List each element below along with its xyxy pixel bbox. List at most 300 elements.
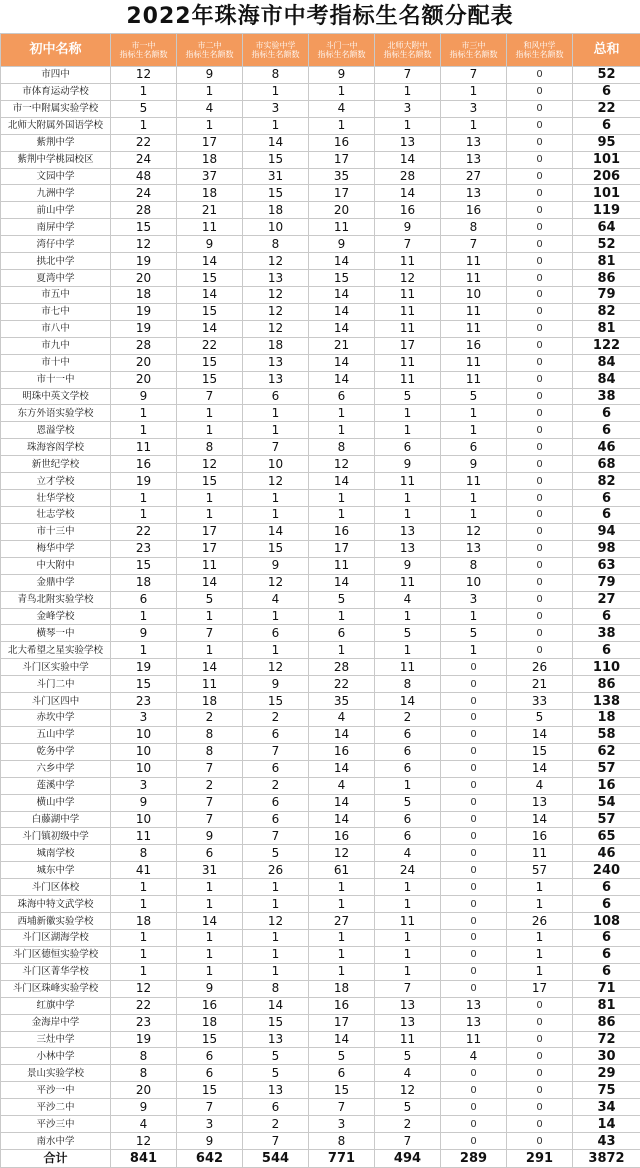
quota-cell: 1 (309, 506, 375, 523)
quota-cell: 6 (309, 388, 375, 405)
quota-cell: 0 (441, 862, 507, 879)
quota-cell: 10 (111, 743, 177, 760)
quota-cell: 1 (111, 946, 177, 963)
quota-cell: 13 (243, 371, 309, 388)
quota-cell: 27 (309, 913, 375, 930)
table-row (1, 625, 640, 642)
header-label-line: 指标生名额数 (441, 50, 506, 59)
quota-cell: 10 (243, 456, 309, 473)
quota-cell: 6 (375, 828, 441, 845)
page-title: 2022年珠海市中考指标生名额分配表 (0, 0, 640, 33)
quota-cell: 12 (111, 1133, 177, 1150)
table-row (1, 726, 640, 743)
header-quota-column (441, 34, 507, 67)
quota-cell: 1 (177, 930, 243, 947)
quota-cell: 5 (375, 1099, 441, 1116)
quota-cell: 6 (375, 811, 441, 828)
quota-cell: 7 (177, 625, 243, 642)
quota-cell: 13 (243, 1082, 309, 1099)
quota-cell: 0 (507, 997, 573, 1014)
quota-cell: 11 (177, 676, 243, 693)
quota-cell: 1 (111, 405, 177, 422)
quota-cell: 16 (309, 828, 375, 845)
quota-cell: 9 (309, 236, 375, 253)
row-total-cell: 38 (573, 388, 640, 405)
quota-cell: 0 (507, 405, 573, 422)
quota-cell: 0 (441, 693, 507, 710)
quota-cell: 11 (309, 557, 375, 574)
quota-cell: 16 (309, 743, 375, 760)
quota-cell: 1 (309, 83, 375, 100)
quota-cell: 8 (441, 219, 507, 236)
quota-cell: 0 (507, 574, 573, 591)
table-row (1, 642, 640, 659)
quota-cell: 8 (243, 67, 309, 84)
quota-cell: 11 (375, 320, 441, 337)
school-name-cell: 梅华中学 (1, 540, 111, 557)
quota-cell: 9 (243, 557, 309, 574)
header-quota-column (243, 34, 309, 67)
table-row (1, 997, 640, 1014)
quota-cell: 21 (177, 202, 243, 219)
quota-cell: 7 (375, 236, 441, 253)
quota-cell: 1 (243, 608, 309, 625)
quota-cell: 8 (111, 1048, 177, 1065)
quota-cell: 28 (309, 659, 375, 676)
quota-cell: 11 (177, 557, 243, 574)
school-name-cell: 斗门区菁华学校 (1, 963, 111, 980)
school-name-cell: 夏湾中学 (1, 270, 111, 287)
quota-cell: 18 (243, 202, 309, 219)
quota-cell: 0 (441, 963, 507, 980)
quota-cell: 1 (375, 83, 441, 100)
quota-cell: 1 (177, 117, 243, 134)
quota-cell: 1 (309, 608, 375, 625)
table-row (1, 405, 640, 422)
quota-cell: 1 (243, 879, 309, 896)
quota-cell: 1 (375, 896, 441, 913)
quota-cell: 6 (243, 726, 309, 743)
quota-cell: 14 (243, 523, 309, 540)
row-total-cell: 65 (573, 828, 640, 845)
quota-cell: 1 (177, 422, 243, 439)
quota-cell: 16 (309, 134, 375, 151)
table-row (1, 743, 640, 760)
quota-cell: 10 (111, 726, 177, 743)
quota-cell: 1 (243, 117, 309, 134)
school-name-cell: 白藤湖中学 (1, 811, 111, 828)
quota-cell: 1 (111, 608, 177, 625)
quota-cell: 14 (309, 1031, 375, 1048)
quota-cell: 10 (243, 219, 309, 236)
table-row (1, 67, 640, 84)
quota-cell: 1 (375, 422, 441, 439)
quota-cell: 0 (441, 777, 507, 794)
quota-cell: 0 (507, 388, 573, 405)
row-total-cell: 30 (573, 1048, 640, 1065)
quota-cell: 14 (243, 134, 309, 151)
row-total-cell: 84 (573, 371, 640, 388)
quota-cell: 6 (243, 760, 309, 777)
row-total-cell: 43 (573, 1133, 640, 1150)
quota-cell: 3 (177, 1116, 243, 1133)
row-total-cell: 119 (573, 202, 640, 219)
row-total-cell: 138 (573, 693, 640, 710)
quota-cell: 1 (309, 117, 375, 134)
quota-cell: 0 (441, 794, 507, 811)
table-row (1, 253, 640, 270)
header-label-line: 和风中学 (507, 41, 572, 50)
quota-cell: 33 (507, 693, 573, 710)
row-total-cell: 98 (573, 540, 640, 557)
quota-cell: 15 (111, 557, 177, 574)
table-row (1, 320, 640, 337)
quota-cell: 1 (309, 946, 375, 963)
row-total-cell: 54 (573, 794, 640, 811)
quota-cell: 7 (375, 980, 441, 997)
row-total-cell: 6 (573, 608, 640, 625)
row-total-cell: 71 (573, 980, 640, 997)
quota-cell: 57 (507, 862, 573, 879)
quota-cell: 1 (111, 506, 177, 523)
quota-cell: 1 (111, 896, 177, 913)
quota-cell: 12 (111, 980, 177, 997)
quota-cell: 37 (177, 168, 243, 185)
row-total-cell: 6 (573, 946, 640, 963)
quota-cell: 14 (309, 354, 375, 371)
quota-cell: 14 (507, 811, 573, 828)
quota-cell: 10 (111, 811, 177, 828)
totals-row (1, 1150, 640, 1168)
quota-cell: 24 (111, 185, 177, 202)
table-row (1, 676, 640, 693)
quota-cell: 14 (309, 286, 375, 303)
quota-cell: 11 (441, 1031, 507, 1048)
school-name-cell: 斗门区实验中学 (1, 659, 111, 676)
quota-cell: 1 (507, 896, 573, 913)
quota-cell: 19 (111, 303, 177, 320)
header-label-line: 市实验中学 (243, 41, 308, 50)
school-name-cell: 斗门镇初级中学 (1, 828, 111, 845)
school-name-cell: 平沙三中 (1, 1116, 111, 1133)
quota-cell: 1 (111, 117, 177, 134)
quota-cell: 13 (441, 540, 507, 557)
quota-cell: 3 (309, 1116, 375, 1133)
quota-cell: 15 (111, 676, 177, 693)
quota-cell: 15 (309, 1082, 375, 1099)
school-name-cell: 六乡中学 (1, 760, 111, 777)
quota-cell: 1 (375, 506, 441, 523)
row-total-cell: 86 (573, 676, 640, 693)
quota-cell: 1 (375, 608, 441, 625)
quota-cell: 14 (309, 811, 375, 828)
school-name-cell: 斗门区珠峰实验学校 (1, 980, 111, 997)
row-total-cell: 101 (573, 151, 640, 168)
quota-cell: 1 (111, 490, 177, 507)
quota-cell: 0 (507, 1082, 573, 1099)
quota-cell: 13 (441, 997, 507, 1014)
column-total-cell: 771 (309, 1150, 375, 1168)
quota-cell: 1 (441, 506, 507, 523)
row-total-cell: 57 (573, 811, 640, 828)
quota-cell: 0 (507, 1116, 573, 1133)
table-row (1, 219, 640, 236)
quota-cell: 12 (177, 456, 243, 473)
header-label-line: 市二中 (177, 41, 242, 50)
quota-cell: 8 (309, 439, 375, 456)
quota-cell: 1 (507, 946, 573, 963)
quota-cell: 0 (507, 185, 573, 202)
quota-cell: 13 (507, 794, 573, 811)
quota-cell: 22 (111, 997, 177, 1014)
quota-cell: 14 (309, 760, 375, 777)
row-total-cell: 6 (573, 506, 640, 523)
quota-cell: 48 (111, 168, 177, 185)
quota-cell: 15 (507, 743, 573, 760)
quota-cell: 1 (177, 83, 243, 100)
header-label-line: 指标生名额数 (111, 50, 176, 59)
row-total-cell: 108 (573, 913, 640, 930)
quota-cell: 0 (507, 422, 573, 439)
quota-cell: 0 (441, 743, 507, 760)
quota-cell: 4 (309, 100, 375, 117)
quota-cell: 14 (507, 726, 573, 743)
quota-cell: 16 (375, 202, 441, 219)
quota-cell: 3 (441, 591, 507, 608)
quota-cell: 0 (507, 591, 573, 608)
quota-cell: 9 (111, 625, 177, 642)
quota-cell: 6 (309, 1065, 375, 1082)
quota-cell: 4 (177, 100, 243, 117)
quota-cell: 5 (441, 625, 507, 642)
quota-cell: 20 (111, 270, 177, 287)
quota-cell: 1 (177, 946, 243, 963)
quota-cell: 6 (177, 1048, 243, 1065)
table-row (1, 490, 640, 507)
school-name-cell: 平沙一中 (1, 1082, 111, 1099)
quota-cell: 14 (177, 659, 243, 676)
quota-cell: 0 (507, 253, 573, 270)
header-label-line: 初中名称 (1, 43, 110, 58)
quota-cell: 1 (441, 117, 507, 134)
school-name-cell: 金鼎中学 (1, 574, 111, 591)
quota-cell: 11 (375, 286, 441, 303)
quota-cell: 16 (177, 997, 243, 1014)
school-name-cell: 青鸟北附实验学校 (1, 591, 111, 608)
row-total-cell: 94 (573, 523, 640, 540)
quota-cell: 0 (507, 490, 573, 507)
school-name-cell: 九洲中学 (1, 185, 111, 202)
header-label-line: 市一中 (111, 41, 176, 50)
header-label-line: 指标生名额数 (507, 50, 572, 59)
quota-cell: 28 (375, 168, 441, 185)
school-name-cell: 壮志学校 (1, 506, 111, 523)
school-name-cell: 景山实验学校 (1, 1065, 111, 1082)
header-label-line: 指标生名额数 (177, 50, 242, 59)
quota-cell: 3 (375, 100, 441, 117)
school-name-cell: 珠海中特文武学校 (1, 896, 111, 913)
school-name-cell: 南水中学 (1, 1133, 111, 1150)
quota-cell: 18 (111, 286, 177, 303)
quota-cell: 20 (111, 354, 177, 371)
quota-cell: 11 (441, 253, 507, 270)
quota-cell: 10 (441, 574, 507, 591)
quota-cell: 1 (111, 963, 177, 980)
quota-cell: 13 (441, 1014, 507, 1031)
school-name-cell: 横山中学 (1, 794, 111, 811)
quota-cell: 7 (177, 794, 243, 811)
quota-cell: 6 (243, 811, 309, 828)
quota-cell: 0 (507, 202, 573, 219)
quota-cell: 0 (507, 625, 573, 642)
quota-cell: 8 (375, 676, 441, 693)
table-row (1, 286, 640, 303)
quota-cell: 0 (507, 236, 573, 253)
quota-cell: 0 (507, 439, 573, 456)
school-name-cell: 文园中学 (1, 168, 111, 185)
quota-cell: 5 (111, 100, 177, 117)
quota-cell: 6 (177, 845, 243, 862)
quota-cell: 0 (507, 134, 573, 151)
school-name-cell: 湾仔中学 (1, 236, 111, 253)
school-name-cell: 北师大附属外国语学校 (1, 117, 111, 134)
quota-cell: 0 (441, 946, 507, 963)
quota-cell: 3 (243, 100, 309, 117)
quota-cell: 7 (177, 760, 243, 777)
quota-cell: 0 (507, 1014, 573, 1031)
quota-cell: 28 (111, 337, 177, 354)
quota-cell: 1 (441, 608, 507, 625)
quota-cell: 13 (441, 151, 507, 168)
quota-cell: 9 (177, 980, 243, 997)
quota-cell: 1 (375, 946, 441, 963)
quota-cell: 11 (375, 253, 441, 270)
school-name-cell: 金峰学校 (1, 608, 111, 625)
quota-cell: 4 (375, 845, 441, 862)
table-row (1, 473, 640, 490)
table-row (1, 845, 640, 862)
quota-cell: 1 (507, 930, 573, 947)
quota-cell: 15 (177, 1031, 243, 1048)
table-row (1, 540, 640, 557)
table-row (1, 1116, 640, 1133)
school-name-cell: 紫荆中学桃园校区 (1, 151, 111, 168)
quota-cell: 0 (507, 557, 573, 574)
table-row (1, 1133, 640, 1150)
quota-cell: 0 (441, 726, 507, 743)
row-total-cell: 6 (573, 879, 640, 896)
quota-cell: 14 (177, 574, 243, 591)
quota-cell: 5 (375, 388, 441, 405)
quota-cell: 7 (177, 388, 243, 405)
quota-cell: 1 (375, 642, 441, 659)
row-total-cell: 22 (573, 100, 640, 117)
quota-cell: 28 (111, 202, 177, 219)
table-header-row (1, 34, 640, 67)
quota-cell: 1 (375, 879, 441, 896)
quota-cell: 0 (507, 371, 573, 388)
row-total-cell: 82 (573, 303, 640, 320)
quota-cell: 17 (507, 980, 573, 997)
quota-cell: 11 (375, 1031, 441, 1048)
quota-cell: 15 (177, 354, 243, 371)
quota-cell: 1 (243, 930, 309, 947)
quota-cell: 0 (507, 286, 573, 303)
quota-cell: 15 (177, 303, 243, 320)
header-quota-column (375, 34, 441, 67)
table-row (1, 100, 640, 117)
quota-cell: 9 (375, 219, 441, 236)
quota-cell: 1 (243, 896, 309, 913)
quota-cell: 5 (177, 591, 243, 608)
quota-cell: 1 (243, 946, 309, 963)
quota-cell: 41 (111, 862, 177, 879)
row-total-cell: 38 (573, 625, 640, 642)
table-row (1, 1065, 640, 1082)
school-name-cell: 东方外语实验学校 (1, 405, 111, 422)
quota-cell: 0 (441, 980, 507, 997)
quota-cell: 0 (507, 1048, 573, 1065)
row-total-cell: 79 (573, 286, 640, 303)
quota-cell: 16 (441, 337, 507, 354)
header-label-line: 市三中 (441, 41, 506, 50)
column-total-cell: 3872 (573, 1150, 640, 1168)
table-row (1, 980, 640, 997)
school-name-cell: 市五中 (1, 286, 111, 303)
table-row (1, 337, 640, 354)
quota-cell: 0 (441, 1082, 507, 1099)
quota-cell: 0 (507, 523, 573, 540)
quota-cell: 9 (111, 388, 177, 405)
row-total-cell: 62 (573, 743, 640, 760)
quota-cell: 0 (507, 117, 573, 134)
quota-cell: 23 (111, 540, 177, 557)
quota-cell: 17 (309, 1014, 375, 1031)
quota-cell: 11 (441, 320, 507, 337)
quota-cell: 6 (309, 625, 375, 642)
quota-cell: 0 (507, 354, 573, 371)
quota-cell: 11 (111, 828, 177, 845)
quota-cell: 7 (243, 439, 309, 456)
quota-cell: 13 (243, 354, 309, 371)
school-name-cell: 新世纪学校 (1, 456, 111, 473)
quota-cell: 11 (111, 439, 177, 456)
quota-cell: 14 (309, 794, 375, 811)
quota-cell: 1 (309, 896, 375, 913)
quota-cell: 18 (111, 913, 177, 930)
school-name-cell: 斗门二中 (1, 676, 111, 693)
quota-cell: 9 (177, 236, 243, 253)
quota-cell: 14 (309, 726, 375, 743)
row-total-cell: 6 (573, 405, 640, 422)
quota-cell: 1 (309, 642, 375, 659)
school-name-cell: 市七中 (1, 303, 111, 320)
quota-cell: 20 (309, 202, 375, 219)
quota-cell: 2 (177, 777, 243, 794)
quota-cell: 11 (441, 354, 507, 371)
quota-cell: 11 (309, 219, 375, 236)
quota-cell: 17 (309, 540, 375, 557)
quota-cell: 1 (507, 963, 573, 980)
quota-cell: 7 (243, 1133, 309, 1150)
quota-cell: 12 (243, 913, 309, 930)
quota-cell: 11 (375, 659, 441, 676)
quota-cell: 12 (243, 286, 309, 303)
quota-cell: 11 (441, 270, 507, 287)
row-total-cell: 16 (573, 777, 640, 794)
row-total-cell: 84 (573, 354, 640, 371)
row-total-cell: 6 (573, 83, 640, 100)
